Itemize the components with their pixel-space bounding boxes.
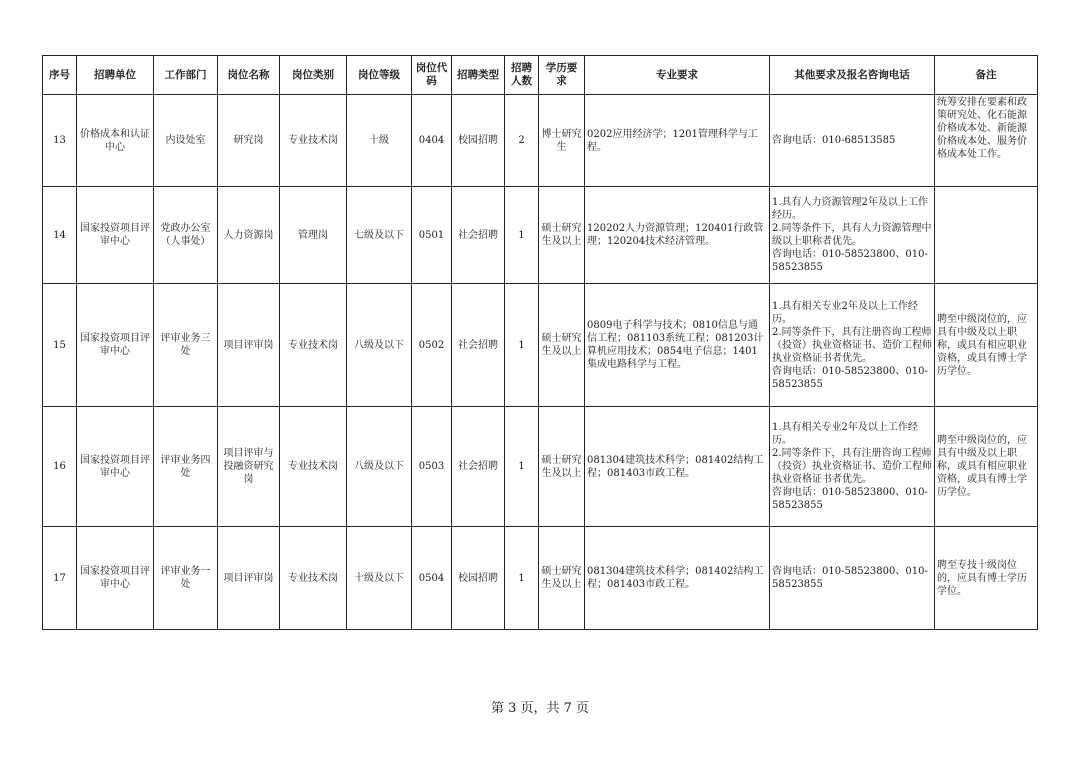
cell-dept: 评审业务四处 (154, 407, 218, 527)
header-row (43, 56, 1038, 95)
cell-code: 0404 (412, 95, 452, 187)
cell-note: 聘至中级岗位的，应具有中级及以上职称，或具有相应职业资格，或具有博士学历学位。 (935, 284, 1038, 407)
cell-category: 专业技术岗 (280, 407, 347, 527)
cell-seq: 16 (43, 407, 77, 527)
cell-dept: 内设处室 (154, 95, 218, 187)
cell-note: 统筹安排在要素和政策研究处、化石能源价格成本处、新能源价格成本处、服务价格成本处工作。 (935, 95, 1038, 187)
header-level: 岗位等级 (347, 56, 412, 95)
cell-edu: 硕士研究生及以上 (539, 187, 585, 284)
cell-note (935, 187, 1038, 284)
table-row (43, 407, 1038, 527)
cell-major: 081304建筑技术科学；081402结构工程；081403市政工程。 (585, 407, 770, 527)
cell-edu: 硕士研究生及以上 (539, 527, 585, 630)
cell-count: 2 (505, 95, 539, 187)
cell-category: 专业技术岗 (280, 284, 347, 407)
table-row (43, 95, 1038, 187)
cell-type: 校园招聘 (452, 527, 505, 630)
cell-category: 专业技术岗 (280, 527, 347, 630)
cell-level: 八级及以下 (347, 407, 412, 527)
header-seq: 序号 (43, 56, 77, 95)
header-note: 备注 (935, 56, 1038, 95)
header-edu: 学历要求 (539, 56, 585, 95)
cell-dept: 评审业务一处 (154, 527, 218, 630)
table-row (43, 284, 1038, 407)
cell-code: 0504 (412, 527, 452, 630)
cell-code: 0501 (412, 187, 452, 284)
cell-level: 七级及以下 (347, 187, 412, 284)
cell-unit: 国家投资项目评审中心 (77, 407, 154, 527)
cell-seq: 14 (43, 187, 77, 284)
cell-major: 120202人力资源管理；120401行政管理；120204技术经济管理。 (585, 187, 770, 284)
cell-unit: 国家投资项目评审中心 (77, 527, 154, 630)
cell-other: 咨询电话：010-58523800、010-58523855 (770, 527, 935, 630)
cell-count: 1 (505, 407, 539, 527)
cell-note: 聘至专技十级岗位的，应具有博士学历学位。 (935, 527, 1038, 630)
cell-count: 1 (505, 527, 539, 630)
cell-code: 0502 (412, 284, 452, 407)
recruitment-table (42, 55, 1038, 630)
table-row (43, 187, 1038, 284)
cell-note: 聘至中级岗位的，应具有中级及以上职称，或具有相应职业资格，或具有博士学历学位。 (935, 407, 1038, 527)
cell-edu: 硕士研究生及以上 (539, 284, 585, 407)
cell-unit: 国家投资项目评审中心 (77, 187, 154, 284)
table-row (43, 527, 1038, 630)
cell-category: 专业技术岗 (280, 95, 347, 187)
cell-type: 校园招聘 (452, 95, 505, 187)
cell-seq: 15 (43, 284, 77, 407)
header-unit: 招聘单位 (77, 56, 154, 95)
header-position: 岗位名称 (218, 56, 280, 95)
header-major: 专业要求 (585, 56, 770, 95)
cell-dept: 评审业务三处 (154, 284, 218, 407)
cell-type: 社会招聘 (452, 187, 505, 284)
header-count: 招聘人数 (505, 56, 539, 95)
cell-dept: 党政办公室（人事处） (154, 187, 218, 284)
cell-seq: 17 (43, 527, 77, 630)
page-number: 第 3 页，共 7 页 (490, 701, 590, 716)
cell-level: 十级 (347, 95, 412, 187)
cell-edu: 博士研究生 (539, 95, 585, 187)
cell-type: 社会招聘 (452, 407, 505, 527)
cell-count: 1 (505, 284, 539, 407)
cell-edu: 硕士研究生及以上 (539, 407, 585, 527)
cell-position: 人力资源岗 (218, 187, 280, 284)
cell-position: 项目评审岗 (218, 284, 280, 407)
cell-major: 0202应用经济学；1201管理科学与工程。 (585, 95, 770, 187)
cell-level: 八级及以下 (347, 284, 412, 407)
cell-seq: 13 (43, 95, 77, 187)
cell-other: 1.具有人力资源管理2年及以上工作经历。 2.同等条件下，具有人力资源管理中级以上职称者优先。 咨询电话：010-58523800、010-58523855 (770, 187, 935, 284)
cell-position: 项目评审岗 (218, 527, 280, 630)
cell-other: 1.具有相关专业2年及以上工作经历。 2.同等条件下，具有注册咨询工程师（投资）执业资格证书、造价工程师执业资格证书者优先。 咨询电话：010-58523800、010-58523855 (770, 284, 935, 407)
cell-major: 0809电子科学与技术；0810信息与通信工程；081103系统工程；081203计算机应用技术；0854电子信息；1401集成电路科学与工程。 (585, 284, 770, 407)
header-other: 其他要求及报名咨询电话 (770, 56, 935, 95)
header-category: 岗位类别 (280, 56, 347, 95)
cell-position: 研究岗 (218, 95, 280, 187)
cell-level: 十级及以下 (347, 527, 412, 630)
cell-other: 咨询电话：010-68513585 (770, 95, 935, 187)
header-type: 招聘类型 (452, 56, 505, 95)
cell-unit: 价格成本和认证中心 (77, 95, 154, 187)
cell-unit: 国家投资项目评审中心 (77, 284, 154, 407)
cell-type: 社会招聘 (452, 284, 505, 407)
header-code: 岗位代码 (412, 56, 452, 95)
cell-code: 0503 (412, 407, 452, 527)
cell-position: 项目评审与投融资研究岗 (218, 407, 280, 527)
header-dept: 工作部门 (154, 56, 218, 95)
cell-other: 1.具有相关专业2年及以上工作经历。 2.同等条件下，具有注册咨询工程师（投资）执业资格证书、造价工程师执业资格证书者优先。 咨询电话：010-58523800、010-58523855 (770, 407, 935, 527)
cell-major: 081304建筑技术科学；081402结构工程；081403市政工程。 (585, 527, 770, 630)
cell-count: 1 (505, 187, 539, 284)
cell-category: 管理岗 (280, 187, 347, 284)
